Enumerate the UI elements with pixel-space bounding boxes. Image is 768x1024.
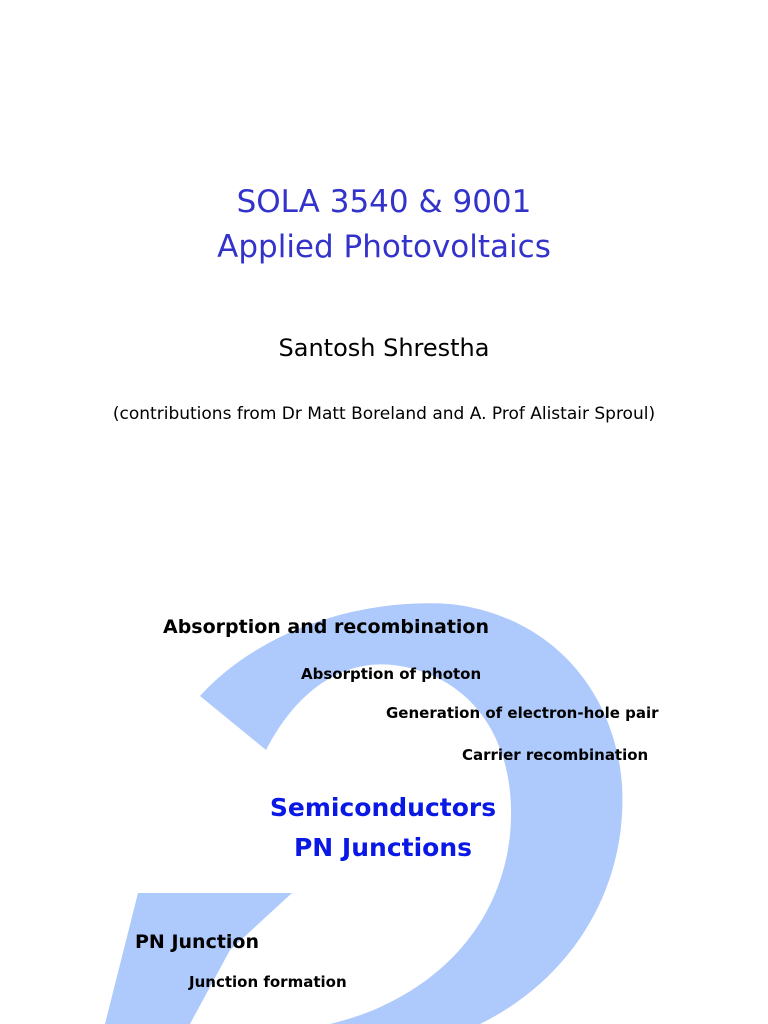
course-name-title: Applied Photovoltaics	[217, 229, 551, 265]
pn-junction-heading: PN Junction	[135, 931, 260, 953]
absorption-heading: Absorption and recombination	[163, 616, 489, 638]
topic-slide	[0, 560, 768, 1024]
absorption-item-generation: Generation of electron-hole pair	[386, 704, 659, 722]
pn-item-junction-formation: Junction formation	[189, 973, 347, 991]
absorption-item-recombination: Carrier recombination	[462, 746, 649, 764]
absorption-item-photon: Absorption of photon	[301, 665, 482, 683]
contributions-note: (contributions from Dr Matt Boreland and A. Prof Alistair Sproul)	[112, 404, 656, 424]
center-topic-pn-junctions: PN Junctions	[293, 833, 473, 862]
author-name: Santosh Shrestha	[278, 334, 490, 362]
center-topic-semiconductors: Semiconductors	[269, 793, 497, 822]
arrow-head-shape	[105, 893, 292, 1024]
course-code-title: SOLA 3540 & 9001	[236, 184, 532, 220]
